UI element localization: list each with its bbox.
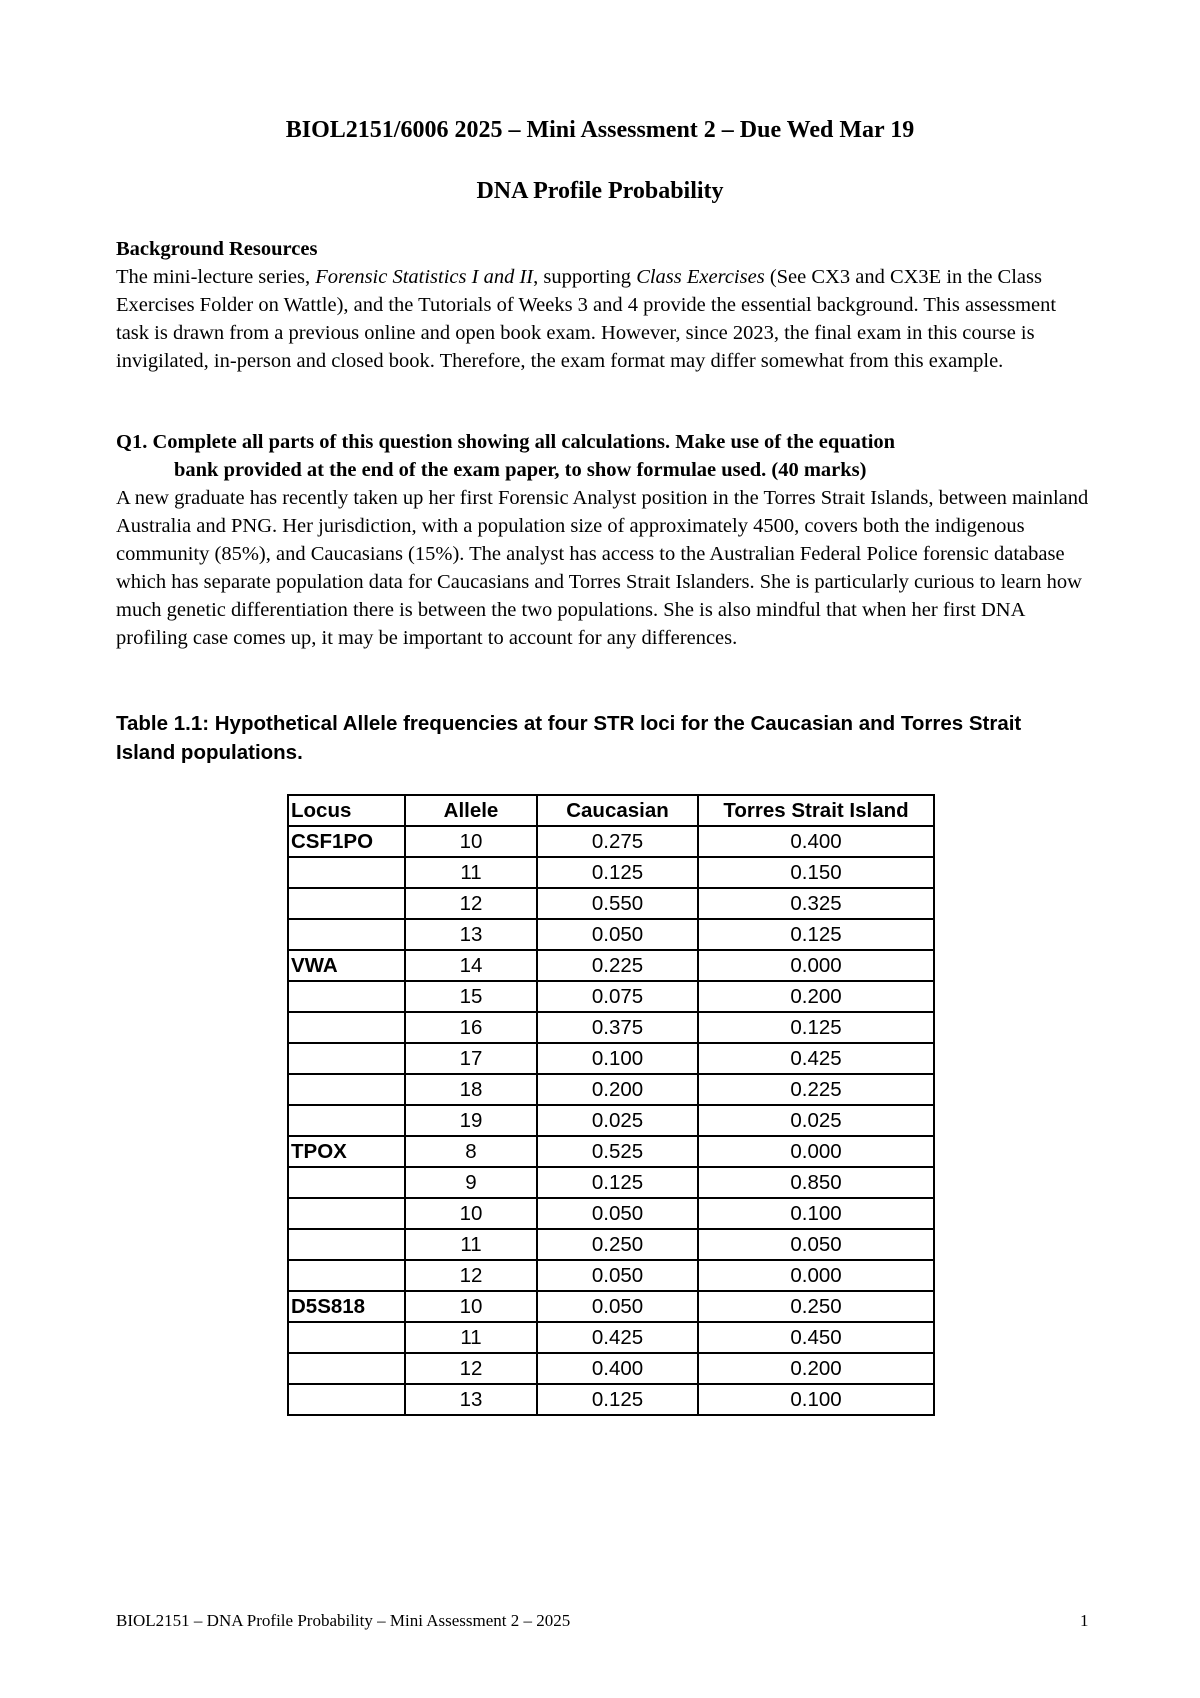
table-row	[288, 919, 934, 950]
allele-cell: 10	[405, 1198, 537, 1229]
allele-cell: 11	[405, 1322, 537, 1353]
table-row	[288, 1167, 934, 1198]
table-row	[288, 826, 934, 857]
question-1-heading	[116, 428, 1091, 484]
allele-cell: 10	[405, 826, 537, 857]
document-subtitle: DNA Profile Probability	[476, 178, 724, 204]
torres-strait-cell: 0.200	[698, 981, 934, 1012]
background-text-1: The mini-lecture series,	[116, 266, 316, 288]
locus-cell	[288, 919, 405, 950]
table-row	[288, 1043, 934, 1074]
locus-cell	[288, 1260, 405, 1291]
locus-cell	[288, 1043, 405, 1074]
locus-cell	[288, 1384, 405, 1415]
table-row	[288, 1074, 934, 1105]
allele-frequency-table	[287, 794, 935, 1416]
allele-cell: 15	[405, 981, 537, 1012]
background-emphasis-2: Class Exercises	[636, 266, 765, 288]
caucasian-cell: 0.400	[537, 1353, 698, 1384]
caucasian-cell: 0.125	[537, 1167, 698, 1198]
table-caption-text: Hypothetical Allele frequencies at four STR loci for the Caucasian and Torres Strait Island populations.	[116, 712, 1022, 764]
locus-cell	[288, 857, 405, 888]
table-row	[288, 1260, 934, 1291]
allele-cell: 12	[405, 1353, 537, 1384]
background-text-3: (See CX3 and CX3E in the Class Exercises Folder on Wattle), and the Tutorials of Weeks 3 and 4 provide the essential background. This assessment task is drawn from a previous online and open book exam. However, since 2023, the final exam in this course is invigilated, in-person and closed book. Therefore, the exam format may differ somewhat from this example.	[116, 266, 1057, 372]
caucasian-cell: 0.125	[537, 857, 698, 888]
locus-cell	[288, 1322, 405, 1353]
torres-strait-cell: 0.025	[698, 1105, 934, 1136]
torres-strait-cell: 0.325	[698, 888, 934, 919]
locus-cell: TPOX	[288, 1136, 405, 1167]
allele-cell: 13	[405, 1384, 537, 1415]
caucasian-cell: 0.525	[537, 1136, 698, 1167]
torres-strait-cell: 0.000	[698, 1260, 934, 1291]
locus-cell: D5S818	[288, 1291, 405, 1322]
torres-strait-cell: 0.100	[698, 1384, 934, 1415]
torres-strait-cell: 0.450	[698, 1322, 934, 1353]
background-emphasis-1: Forensic Statistics I and II	[315, 266, 534, 288]
torres-strait-cell: 0.150	[698, 857, 934, 888]
table-caption-label: Table 1.1:	[116, 712, 210, 735]
question-1-heading-line-1: Q1. Complete all parts of this question showing all calculations. Make use of the equation	[116, 431, 896, 453]
caucasian-cell: 0.250	[537, 1229, 698, 1260]
allele-cell: 9	[405, 1167, 537, 1198]
page-footer: BIOL2151 – DNA Profile Probability – Mini Assessment 2 – 2025	[116, 1611, 571, 1630]
caucasian-cell: 0.225	[537, 950, 698, 981]
document-title: BIOL2151/6006 2025 – Mini Assessment 2 – Due Wed Mar 19	[285, 117, 915, 143]
page-number: 1	[1080, 1611, 1089, 1630]
torres-strait-cell: 0.100	[698, 1198, 934, 1229]
torres-strait-cell: 0.425	[698, 1043, 934, 1074]
table-header-row	[288, 795, 934, 826]
caucasian-cell: 0.025	[537, 1105, 698, 1136]
allele-cell: 19	[405, 1105, 537, 1136]
table-row	[288, 1198, 934, 1229]
locus-cell	[288, 1229, 405, 1260]
table-row	[288, 950, 934, 981]
table-row	[288, 1291, 934, 1322]
header-allele: Allele	[405, 795, 537, 826]
allele-cell: 12	[405, 1260, 537, 1291]
allele-cell: 11	[405, 857, 537, 888]
locus-cell	[288, 1105, 405, 1136]
table-row	[288, 857, 934, 888]
locus-cell	[288, 981, 405, 1012]
locus-cell: VWA	[288, 950, 405, 981]
table-row	[288, 1353, 934, 1384]
table-row	[288, 1136, 934, 1167]
caucasian-cell: 0.275	[537, 826, 698, 857]
locus-cell	[288, 1074, 405, 1105]
caucasian-cell: 0.125	[537, 1384, 698, 1415]
table-body	[288, 826, 934, 1415]
torres-strait-cell: 0.250	[698, 1291, 934, 1322]
caucasian-cell: 0.200	[537, 1074, 698, 1105]
torres-strait-cell: 0.850	[698, 1167, 934, 1198]
locus-cell	[288, 888, 405, 919]
question-1-heading-line-2: bank provided at the end of the exam paper, to show formulae used. (40 marks)	[174, 459, 867, 481]
locus-cell	[288, 1012, 405, 1043]
allele-cell: 10	[405, 1291, 537, 1322]
table-row	[288, 1012, 934, 1043]
torres-strait-cell: 0.225	[698, 1074, 934, 1105]
caucasian-cell: 0.050	[537, 1260, 698, 1291]
torres-strait-cell: 0.200	[698, 1353, 934, 1384]
background-heading: Background Resources	[116, 238, 318, 260]
caucasian-cell: 0.375	[537, 1012, 698, 1043]
torres-strait-cell: 0.125	[698, 1012, 934, 1043]
torres-strait-cell: 0.000	[698, 950, 934, 981]
caucasian-cell: 0.550	[537, 888, 698, 919]
table-row	[288, 888, 934, 919]
header-locus: Locus	[288, 795, 405, 826]
allele-cell: 13	[405, 919, 537, 950]
locus-cell	[288, 1353, 405, 1384]
allele-cell: 11	[405, 1229, 537, 1260]
table-row	[288, 981, 934, 1012]
background-paragraph	[116, 263, 1091, 375]
question-1-paragraph: A new graduate has recently taken up her first Forensic Analyst position in the Torres Strait Islands, between mainland Australia and PNG. Her jurisdiction, with a population size of approximately 4500, covers both the indigenous community (85%), and Caucasians (15%). The analyst has access to the Australian Federal Police forensic database which has separate population data for Caucasians and Torres Strait Islanders. She is particularly curious to learn how much genetic differentiation there is between the two populations. She is also mindful that when her first DNA profiling case comes up, it may be important to account for any differences.	[116, 487, 1089, 649]
locus-cell	[288, 1198, 405, 1229]
caucasian-cell: 0.050	[537, 1198, 698, 1229]
torres-strait-cell: 0.000	[698, 1136, 934, 1167]
torres-strait-cell: 0.050	[698, 1229, 934, 1260]
header-torres-strait-island: Torres Strait Island	[698, 795, 934, 826]
allele-cell: 8	[405, 1136, 537, 1167]
background-text-2: , supporting	[533, 266, 637, 288]
header-caucasian: Caucasian	[537, 795, 698, 826]
locus-cell	[288, 1167, 405, 1198]
allele-cell: 16	[405, 1012, 537, 1043]
torres-strait-cell: 0.400	[698, 826, 934, 857]
caucasian-cell: 0.050	[537, 1291, 698, 1322]
caucasian-cell: 0.075	[537, 981, 698, 1012]
table-row	[288, 1105, 934, 1136]
table-row	[288, 1322, 934, 1353]
caucasian-cell: 0.050	[537, 919, 698, 950]
table-row	[288, 1229, 934, 1260]
caucasian-cell: 0.100	[537, 1043, 698, 1074]
table-caption	[116, 709, 1076, 767]
locus-cell: CSF1PO	[288, 826, 405, 857]
caucasian-cell: 0.425	[537, 1322, 698, 1353]
allele-cell: 17	[405, 1043, 537, 1074]
allele-cell: 14	[405, 950, 537, 981]
table-row	[288, 1384, 934, 1415]
torres-strait-cell: 0.125	[698, 919, 934, 950]
allele-cell: 18	[405, 1074, 537, 1105]
allele-cell: 12	[405, 888, 537, 919]
